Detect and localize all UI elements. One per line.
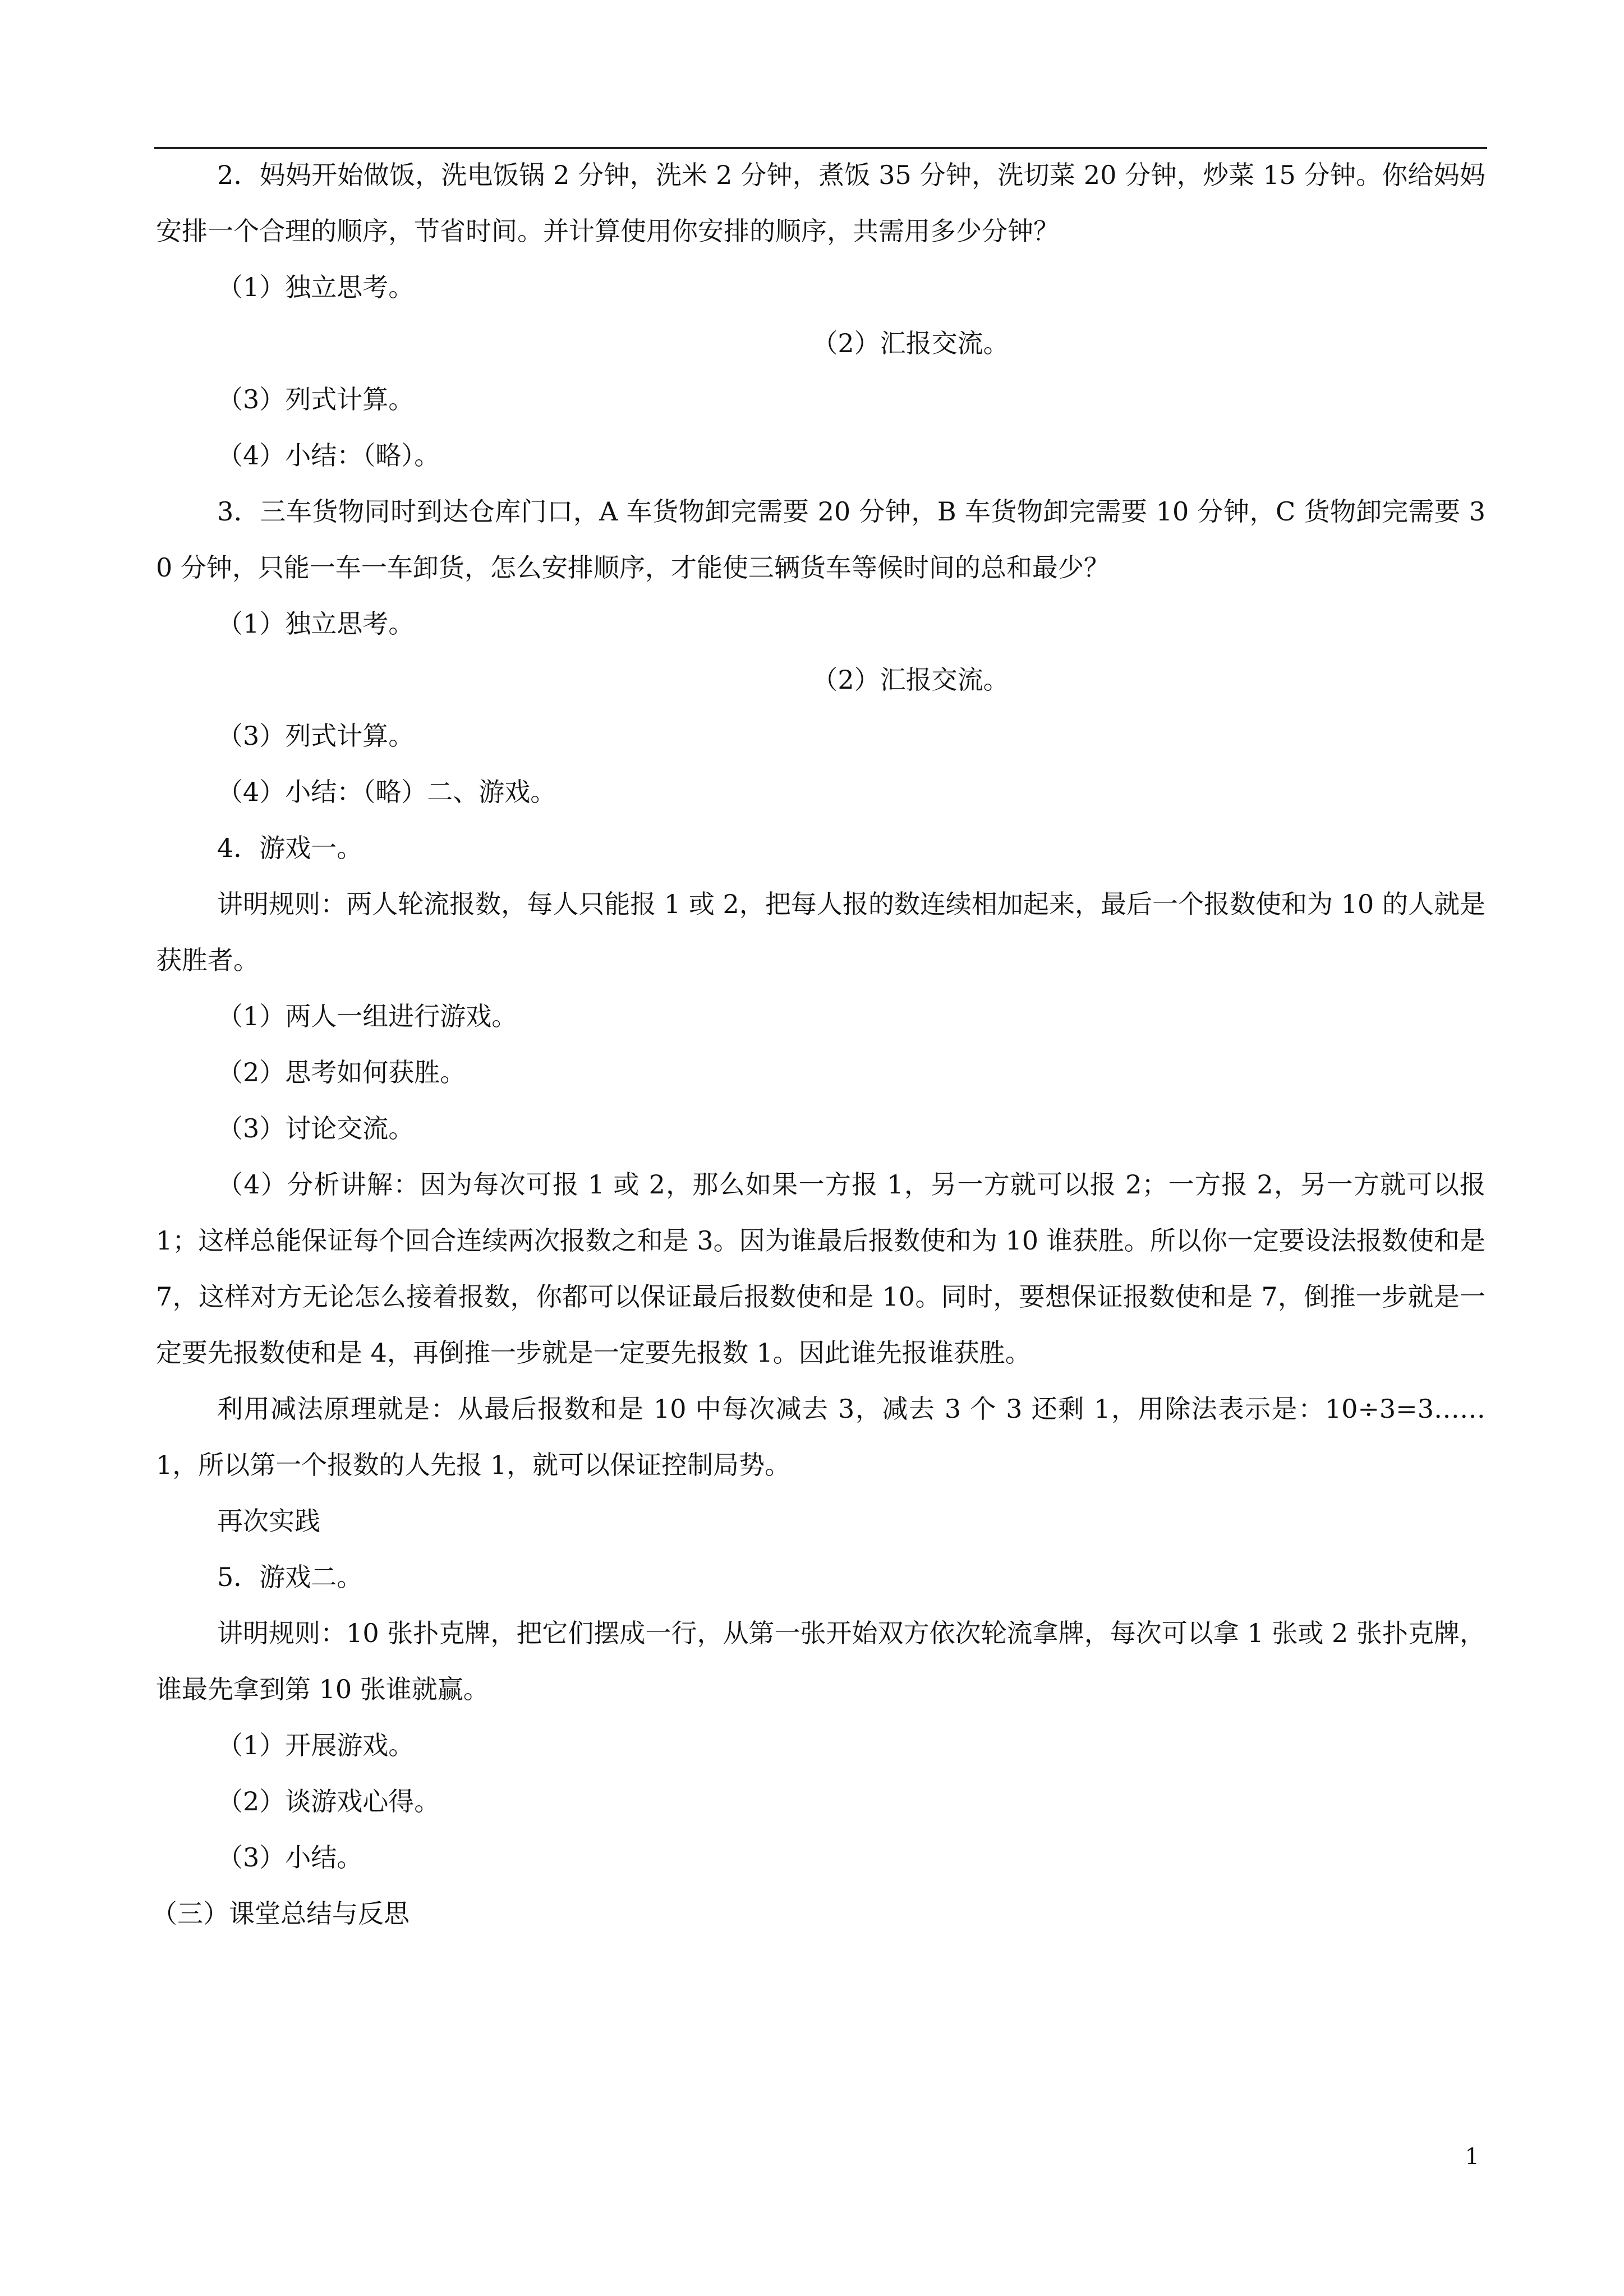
game-2-title: 5．游戏二。 [217,1562,363,1592]
problem-3-step-3: （3）列式计算。 [217,721,415,751]
problem-3-step-1: （1）独立思考。 [217,608,415,639]
game-2-rules: 讲明规则：10 张扑克牌，把它们摆成一行，从第一张开始双方依次轮流拿牌，每次可以拿 1 张或 2 张扑克牌，谁最先拿到第 10 张谁就赢。 [156,1618,1485,1704]
problem-3-text: 3．三车货物同时到达仓库门口，A 车货物卸完需要 20 分钟，B 车货物卸完需要 10 分钟，C 货物卸完需要 30 分钟，只能一车一车卸货，怎么安排顺序，才能使三辆货车等候时间的总和最少？ [156,496,1485,583]
problem-3-step-4: （4）小结：（略）二、游戏。 [217,777,556,807]
section-3-title: （三）课堂总结与反思 [151,1898,410,1929]
game-2-step-1: （1）开展游戏。 [217,1730,415,1760]
problem-2-step-4: （4）小结：（略）。 [217,440,440,471]
problem-2-step-3: （3）列式计算。 [217,384,415,414]
game-2-step-2: （2）谈游戏心得。 [217,1786,440,1816]
game-1-analysis: （4）分析讲解：因为每次可报 1 或 2，那么如果一方报 1，另一方就可以报 2；一方报 2，另一方就可以报 1；这样总能保证每个回合连续两次报数之和是 3。因为谁最后报数使和为 10 谁获胜。所以你一定要设法报数使和是 7，这样对方无论怎么接着报数，你都可以保证最后报数使和是 10。同时，要想保证报数使和是 7，倒推一步就是一定要先报数使和是 4，再倒推一步就是一定要先报数 1。因此谁先报谁获胜。 [156,1169,1485,1368]
game-1-step-1: （1）两人一组进行游戏。 [217,1001,518,1031]
problem-3-step-2: （2）汇报交流。 [812,665,1009,695]
page-number: 1 [1465,2144,1479,2170]
game-1-rules: 讲明规则：两人轮流报数，每人只能报 1 或 2，把每人报的数连续相加起来，最后一个报数使和为 10 的人就是获胜者。 [156,889,1485,975]
practice-again-heading: 再次实践 [217,1506,320,1536]
problem-2-text: 2．妈妈开始做饭，洗电饭锅 2 分钟，洗米 2 分钟，煮饭 35 分钟，洗切菜 20 分钟，炒菜 15 分钟。你给妈妈安排一个合理的顺序，节省时间。并计算使用你安排的顺序，共需用多少分钟？ [156,160,1485,246]
game-1-title: 4．游戏一。 [217,833,363,863]
problem-2-step-1: （1）独立思考。 [217,272,415,302]
game-1-subtraction-principle: 利用减法原理就是：从最后报数和是 10 中每次减去 3，减去 3 个 3 还剩 1，用除法表示是：10÷3=3……1，所以第一个报数的人先报 1，就可以保证控制局势。 [156,1394,1485,1480]
game-1-step-3: （3）讨论交流。 [217,1113,415,1144]
game-2-step-3: （3）小结。 [217,1842,363,1873]
game-1-step-2: （2）思考如何获胜。 [217,1057,466,1087]
problem-2-step-2: （2）汇报交流。 [812,328,1009,358]
